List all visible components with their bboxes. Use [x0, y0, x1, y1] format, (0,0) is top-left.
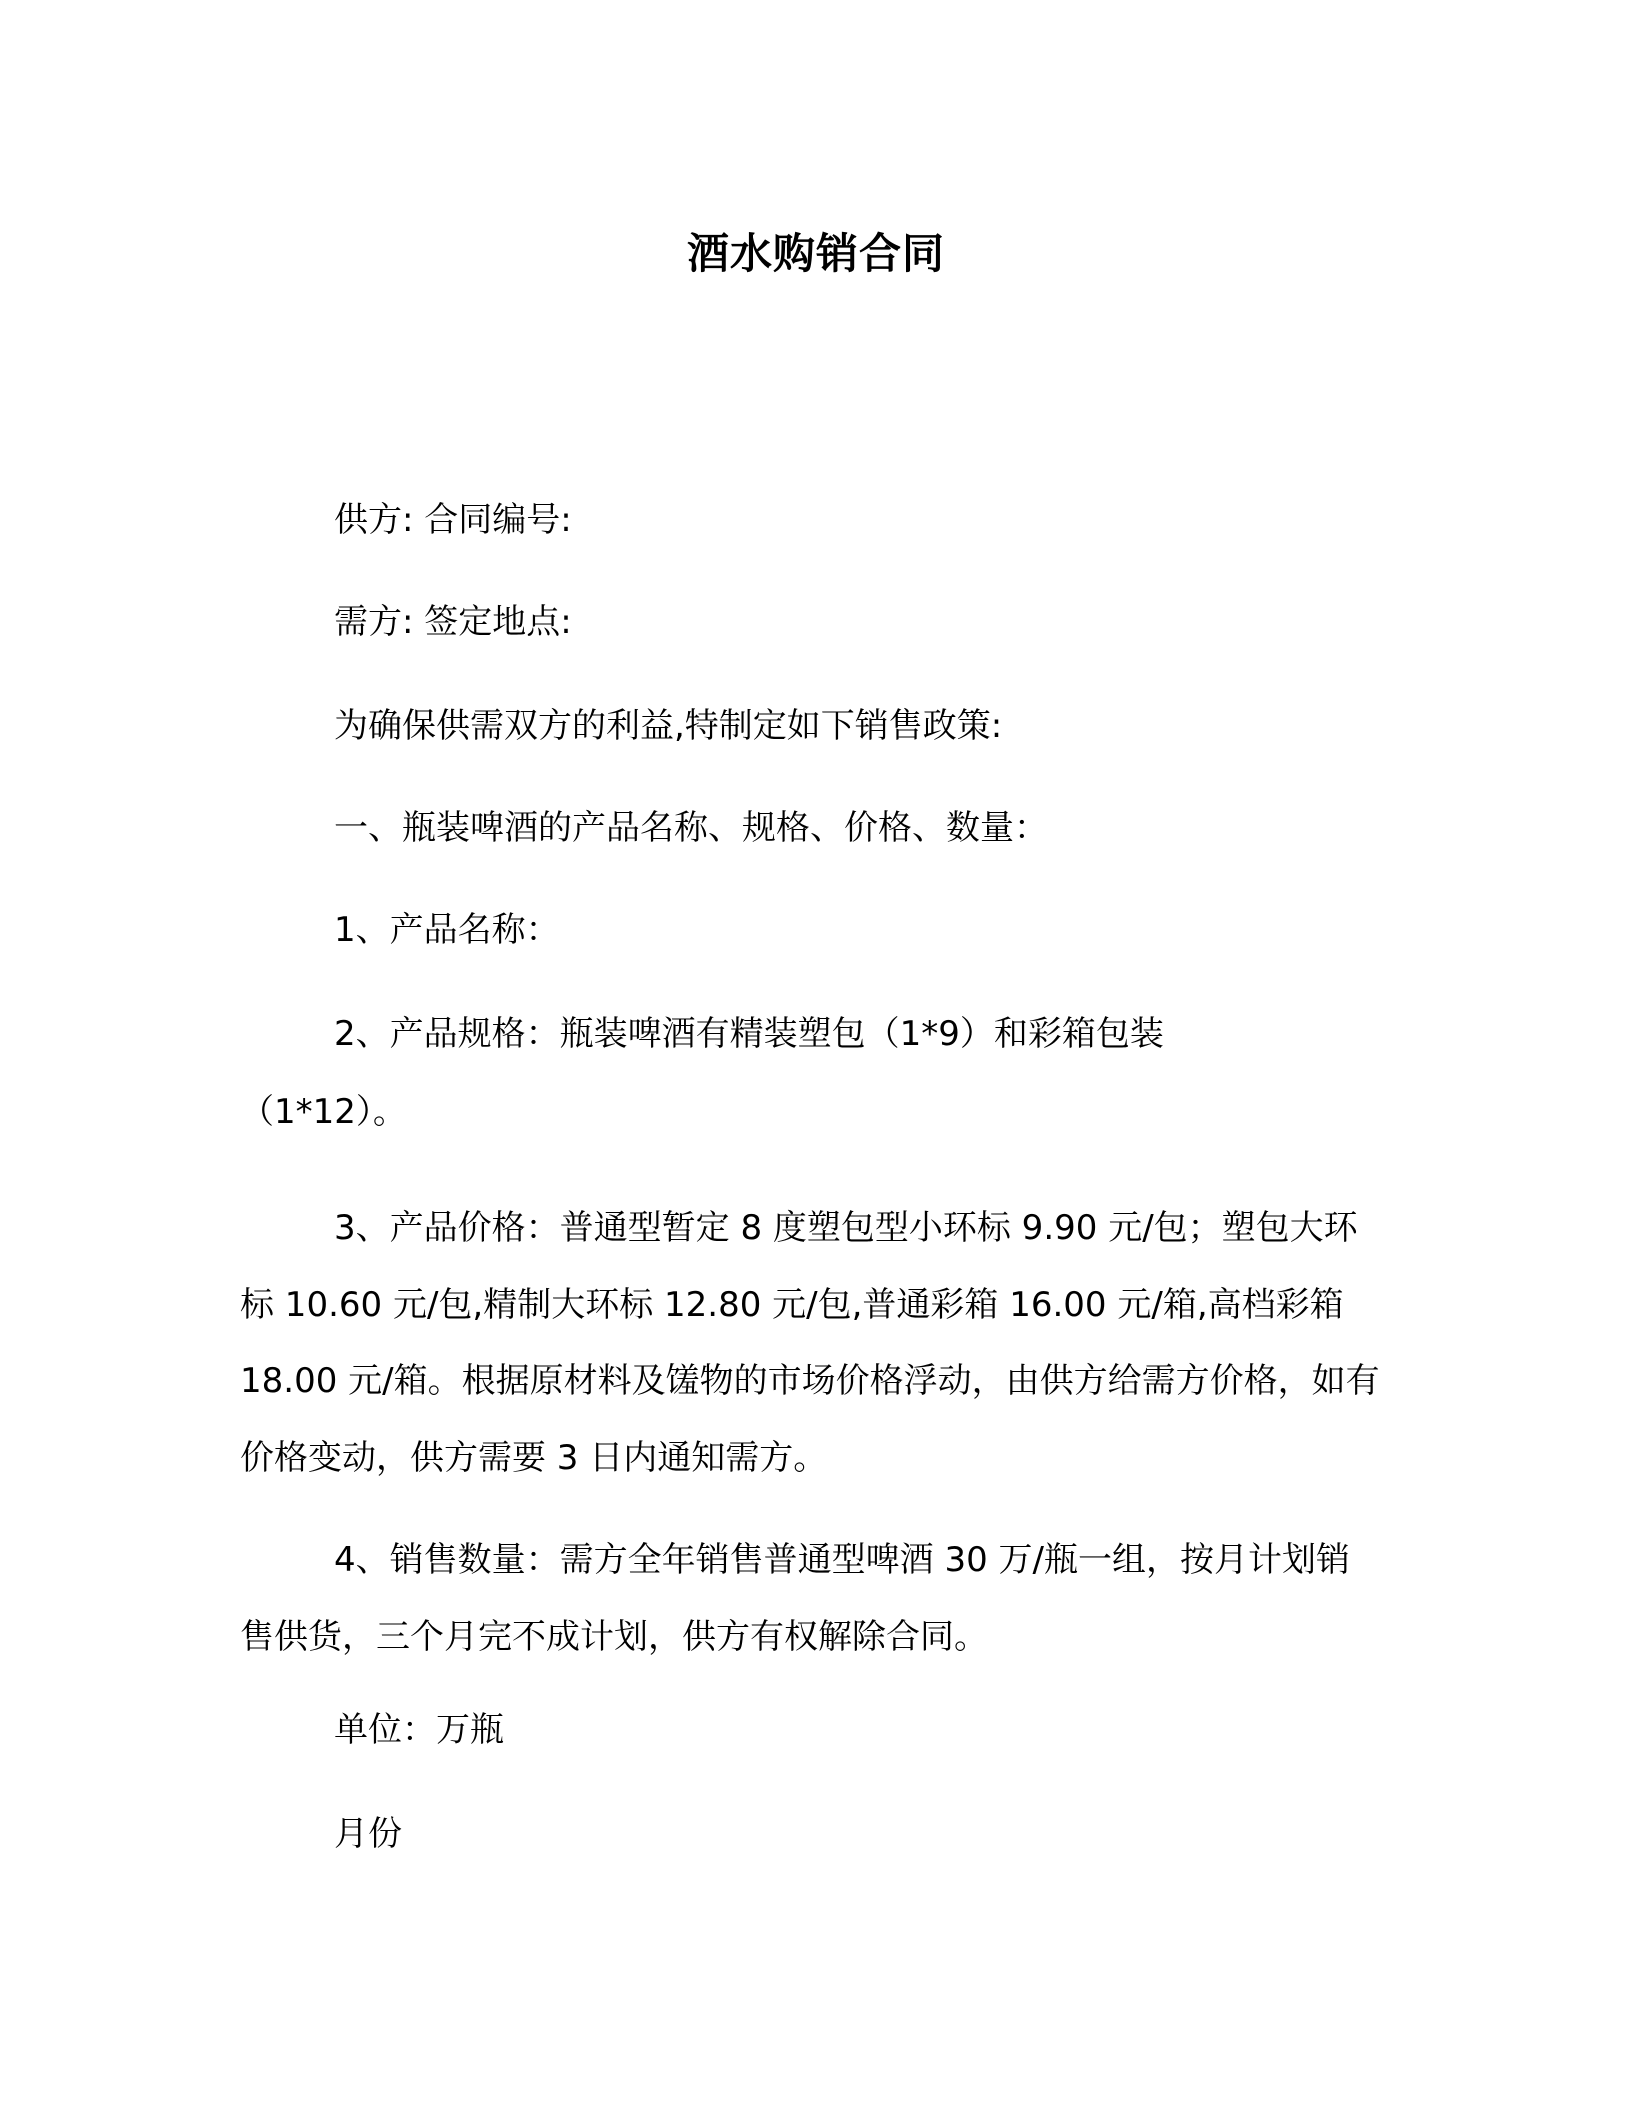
sales-quantity-paragraph: 4、销售数量：需方全年销售普通型啤酒 30 万/瓶一组，按月计划销售供货，三个月完不成计划，供方有权解除合同。: [240, 1540, 1350, 1657]
supplier-line: 供方: 合同编号:: [334, 500, 572, 540]
product-name-line: 1、产品名称：: [334, 910, 560, 950]
section-one-heading: 一、瓶装啤酒的产品名称、规格、价格、数量：: [334, 808, 1048, 848]
product-price-paragraph: 3、产品价格：普通型暂定 8 度塑包型小环标 9.90 元/包；塑包大环标 10.60 元/包,精制大环标 12.80 元/包,普通彩箱 16.00 元/箱,高档彩箱 18.00 元/箱。根据原材料及馐物的市场价格浮动，由供方给需方价格，如有价格变动，供方需要 3 日内通知需方。: [240, 1208, 1380, 1478]
intro-line: 为确保供需双方的利益,特制定如下销售政策:: [334, 706, 1003, 746]
unit-line: 单位：万瓶: [334, 1710, 504, 1750]
month-line: 月份: [334, 1814, 402, 1854]
product-spec-line-continued: （1*12）。: [240, 1092, 407, 1132]
product-spec-line: 2、产品规格：瓶装啤酒有精装塑包（1*9）和彩箱包装: [334, 1014, 1164, 1054]
document-title: 酒水购销合同: [686, 229, 945, 278]
buyer-line: 需方: 签定地点:: [334, 602, 572, 642]
